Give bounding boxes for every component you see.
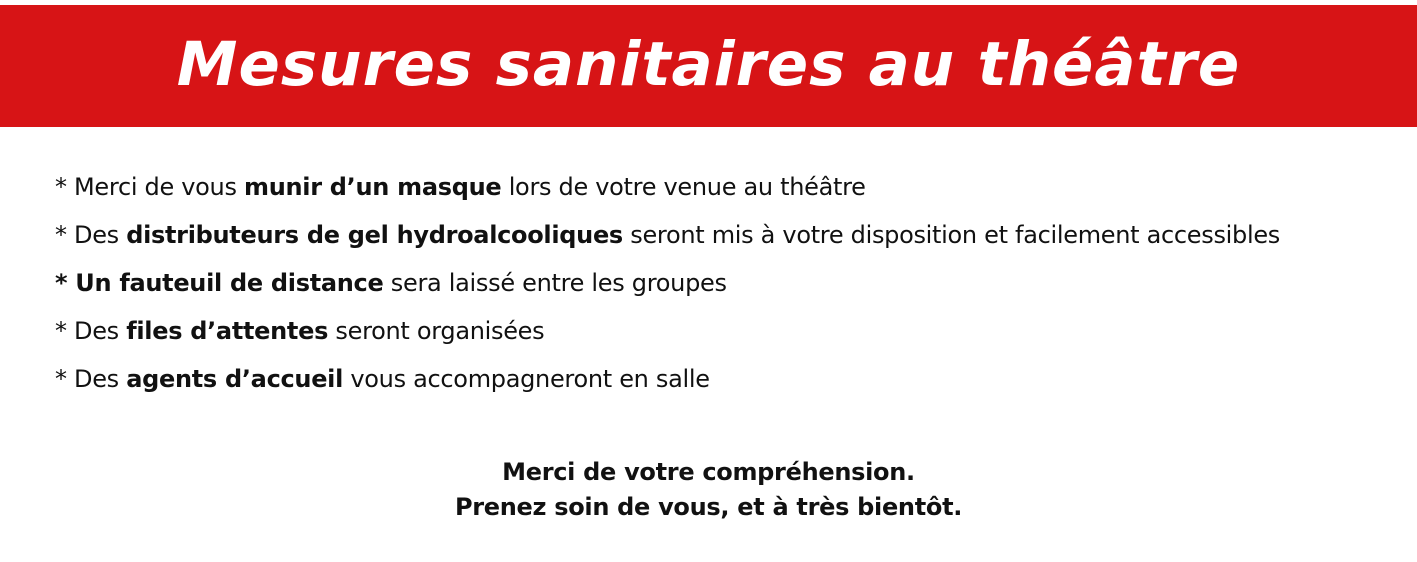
list-item-suffix: seront mis à votre disposition et facilement accessibles: [622, 221, 1281, 249]
list-item: [55, 211, 1280, 259]
list-item: [55, 163, 1280, 211]
farewell-line: Prenez soin de vous, et à très bientôt.: [454, 493, 963, 521]
list-item-suffix: seront organisées: [328, 317, 545, 345]
list-item: [55, 259, 1280, 307]
list-item: [55, 307, 1280, 355]
closing-message: [0, 455, 1417, 525]
list-item: [55, 355, 1280, 403]
list-item-suffix: lors de votre venue au théâtre: [501, 173, 866, 201]
thanks-line: Merci de votre compréhension.: [502, 458, 915, 486]
measures-list: [55, 163, 1280, 403]
list-item-highlight: agents d’accueil: [126, 365, 344, 393]
list-item-prefix: * Des: [55, 221, 127, 249]
list-item-highlight: files d’attentes: [126, 317, 329, 345]
list-item-highlight: munir d’un masque: [244, 173, 502, 201]
list-item-suffix: sera laissé entre les groupes: [383, 269, 727, 297]
list-item-highlight: * Un fauteuil de distance: [55, 269, 384, 297]
list-item-highlight: distributeurs de gel hydroalcooliques: [126, 221, 623, 249]
list-item-prefix: * Des: [55, 317, 127, 345]
list-item-prefix: * Merci de vous: [55, 173, 244, 201]
list-item-prefix: * Des: [55, 365, 127, 393]
page-title: Mesures sanitaires au théâtre: [176, 28, 1241, 100]
list-item-suffix: vous accompagneront en salle: [343, 365, 710, 393]
header-banner: [0, 5, 1417, 127]
